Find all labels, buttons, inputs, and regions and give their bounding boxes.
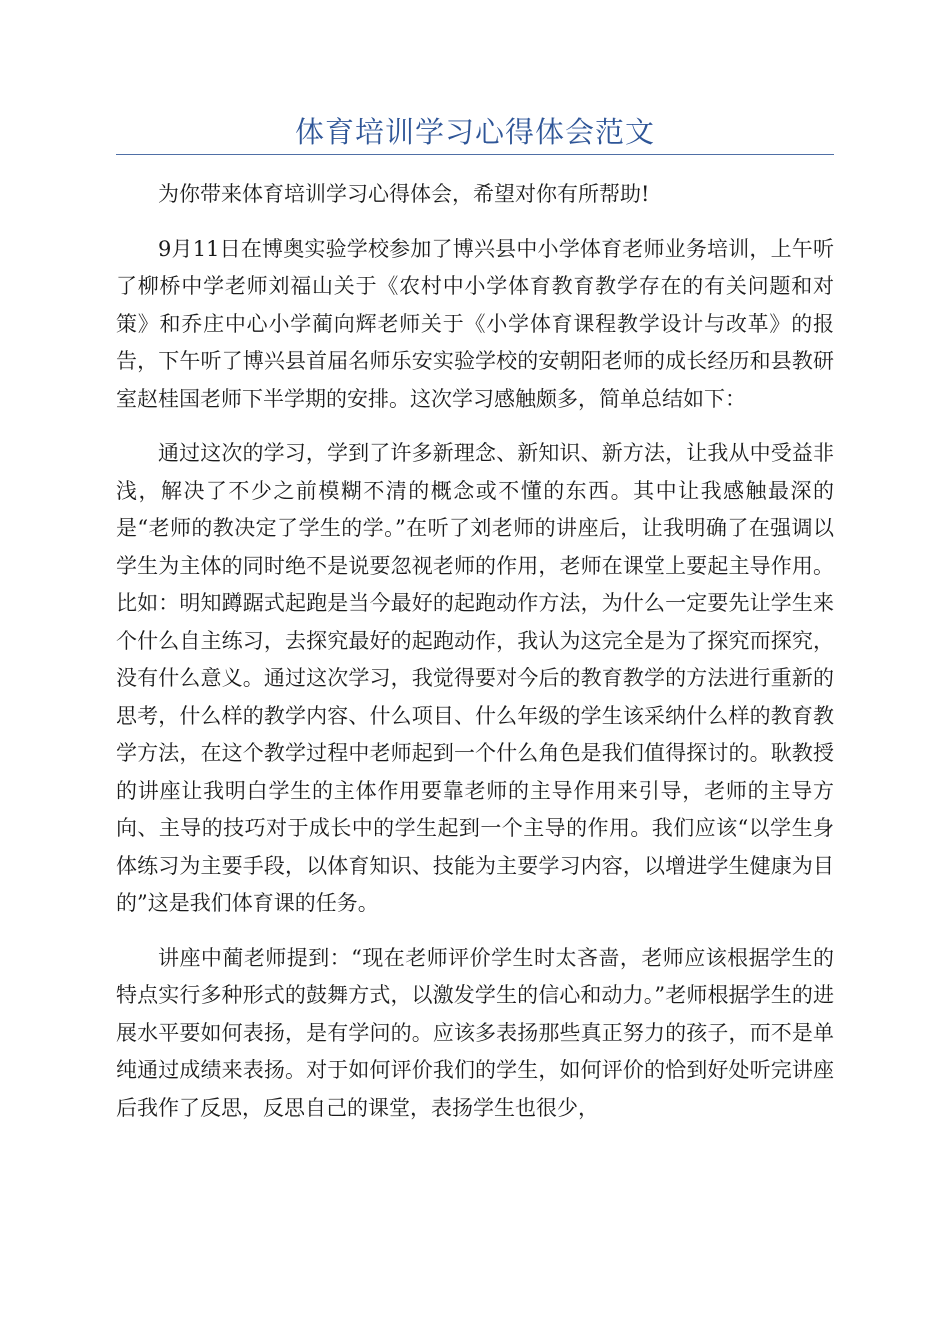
document-title: 体育培训学习心得体会范文 xyxy=(294,115,655,149)
paragraph-intro: 为你带来体育培训学习心得体会，希望对你有所帮助! xyxy=(158,182,650,206)
paragraph-training-overview: 9月11日在博奥实验学校参加了博兴县中小学体育老师业务培训，上午听了柳桥中学老师刘福山关于《农村中小学体育教育教学存在的有关问题和对策》和乔庄中心小学蔺向辉老师关于《小学体育课程教学设计与改革》的报告，下午听了博兴县首届名师乐安实验学校的安朝阳老师的成长经历和县教研室赵桂国老师下半学期的安排。这次学习感触颇多，简单总结如下： xyxy=(116,236,834,411)
document-body xyxy=(116,176,834,1144)
paragraph-evaluation-reflection: 讲座中蔺老师提到：“现在老师评价学生时太吝啬，老师应该根据学生的特点实行多种形式的鼓舞方式，以激发学生的信心和动力。”老师根据学生的进展水平要如何表扬，是有学问的。应该多表扬那些真正努力的孩子，而不是单纯通过成绩来表扬。对于如何评价我们的学生，如何评价的恰到好处听完讲座后我作了反思，反思自己的课堂，表扬学生也很少， xyxy=(116,945,834,1120)
title-underline xyxy=(116,154,834,155)
paragraph-learning-reflection: 通过这次的学习，学到了许多新理念、新知识、新方法，让我从中受益非浅，解决了不少之前模糊不清的概念或不懂的东西。其中让我感触最深的是“老师的教决定了学生的学。”在听了刘老师的讲座后，让我明确了在强调以学生为主体的同时绝不是说要忽视老师的作用，老师在课堂上要起主导作用。比如：明知蹲踞式起跑是当今最好的起跑动作方法，为什么一定要先让学生来个什么自主练习，去探究最好的起跑动作，我认为这完全是为了探究而探究，没有什么意义。通过这次学习，我觉得要对今后的教育教学的方法进行重新的思考，什么样的教学内容、什么项目、什么年级的学生该采纳什么样的教育教学方法，在这个教学过程中老师起到一个什么角色是我们值得探讨的。耿教授的讲座让我明白学生的主体作用要靠老师的主导作用来引导，老师的主导方向、主导的技巧对于成长中的学生起到一个主导的作用。我们应该“以学生身体练习为主要手段，以体育知识、技能为主要学习内容，以增进学生健康为目的”这是我们体育课的任务。 xyxy=(116,441,834,915)
